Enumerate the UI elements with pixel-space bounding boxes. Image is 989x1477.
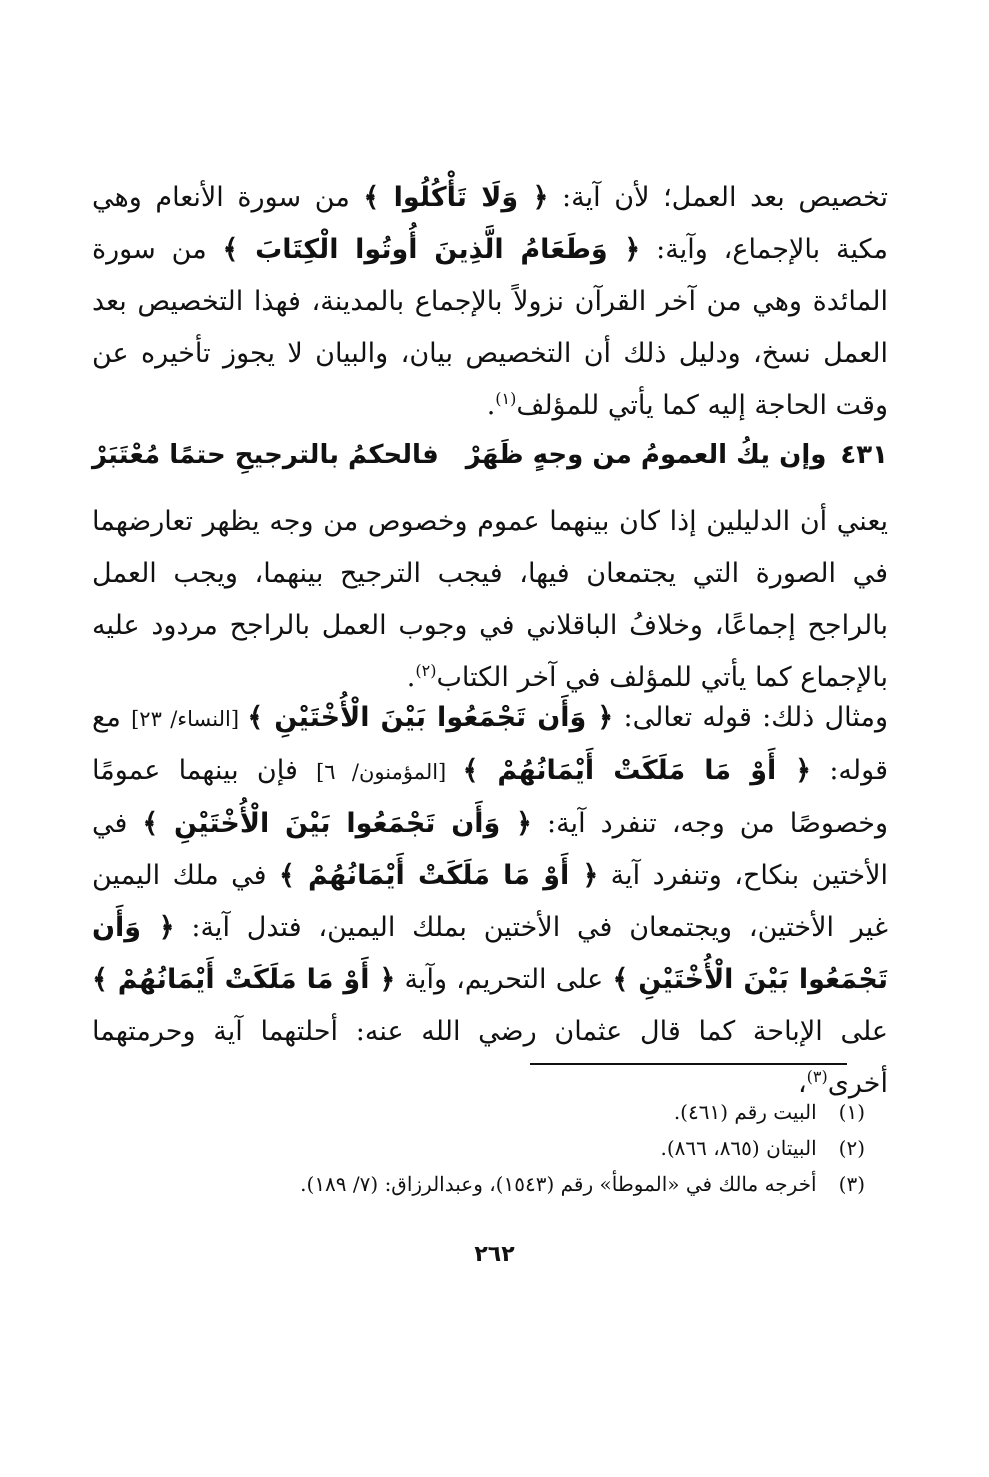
quran-quote: ﴿ وَطَعَامُ الَّذِينَ أُوتُوا الْكِتَابَ ﴾ (222, 234, 641, 265)
footnote-mark: (٢) (838, 1136, 865, 1160)
text-span: . (406, 662, 416, 693)
footnotes-list (92, 1094, 865, 1202)
quran-quote: ﴿ وَأَن تَجْمَعُوا بَيْنَ الْأُخْتَيْنِ ﴾ (247, 702, 614, 733)
text-span: تخصيص بعد العمل؛ لأن آية: (548, 182, 888, 213)
footnote-ref: (٢) (415, 661, 437, 680)
verse-hemistich-second: فالحكمُ بالترجيحِ حتمًا مُعْتَبَرْ (91, 440, 439, 470)
quran-quote: ﴿ وَأَن تَجْمَعُوا بَيْنَ الْأُخْتَيْنِ ﴾ (142, 808, 532, 839)
footnote-mark: (١) (838, 1100, 865, 1124)
text-span: على التحريم، وآية (395, 964, 613, 995)
text-span: . (486, 390, 496, 421)
quran-quote: ﴿ أَوْ مَا مَلَكَتْ أَيْمَانُهُمْ ﴾ (278, 860, 599, 891)
quran-quote: ﴿ وَأَن تَجْمَعُوا بَيْنَ الْأُخْتَيْنِ ﴾ (92, 912, 888, 995)
verse-line (92, 432, 888, 478)
footnote-ref: (١) (495, 389, 517, 408)
footnote-text: البيت رقم (٤٦١). (673, 1100, 817, 1124)
quran-reference: [النساء/ ٢٣] (131, 707, 248, 731)
paragraph-1 (92, 172, 888, 432)
footnote-mark: (٣) (838, 1172, 865, 1196)
text-span: فإن بينهما عمومًا وخصوصًا من وجه، تنفرد آية: (92, 755, 889, 839)
footnote-item (92, 1094, 865, 1130)
page-number: ٢٦٢ (474, 1242, 515, 1267)
text-span: ومثال ذلك: قوله تعالى: (613, 702, 888, 733)
paragraph-3 (92, 692, 888, 1110)
quran-quote: ﴿ وَلَا تَأْكُلُوا ﴾ (363, 182, 549, 213)
text-span: ، (797, 1068, 807, 1099)
footnote-text: البيتان (٨٦٥، ٨٦٦). (660, 1136, 817, 1160)
quran-quote: ﴿ أَوْ مَا مَلَكَتْ أَيْمَانُهُمْ ﴾ (92, 964, 396, 995)
footnote-item (92, 1130, 865, 1166)
text-span: على الإباحة كما قال عثمان رضي الله عنه: أحلتهما آية وحرمتهما أخرى (92, 1016, 888, 1099)
verse-hemistich-first: وإن يكُ العمومُ من وجهٍ ظَهَرْ (465, 440, 827, 470)
verse-number: ٤٣١ (840, 440, 888, 470)
text-span: في الأختين بنكاح، وتنفرد آية (92, 808, 889, 891)
footnote-ref: (٣) (806, 1067, 828, 1086)
text-span: من سورة المائدة وهي من آخر القرآن نزولاً بالإجماع بالمدينة، فهذا التخصيص بعد العمل نسخ، ودليل ذلك أن التخصيص بيان، والبيان لا يجوز تأخيره عن وقت الحاجة إليه كما يأتي للمؤلف (92, 234, 888, 421)
footnote-item (92, 1166, 865, 1202)
footnote-separator (530, 1063, 847, 1065)
quran-quote: ﴿ أَوْ مَا مَلَكَتْ أَيْمَانُهُمْ ﴾ (462, 755, 812, 786)
text-span: يعني أن الدليلين إذا كان بينهما عموم وخصوص من وجه يظهر تعارضهما في الصورة التي يجتمعان فيها، فيجب الترجيح بينهما، ويجب العمل بالراجح إجماعًا، وخلافُ الباقلاني في وجوب العمل بالراجح مردود عليه بالإجماع كما يأتي للمؤلف في آخر الكتاب (92, 506, 888, 693)
quran-reference: [المؤمنون/ ٦] (316, 760, 463, 784)
text-span: من سورة الأنعام وهي مكية بالإجماع، وآية: (92, 182, 888, 265)
text-span: مع قوله: (92, 702, 888, 786)
footnote-text: أخرجه مالك في «الموطأ» رقم (١٥٤٣)، وعبدالرزاق: (٧/ ١٨٩). (300, 1172, 817, 1196)
paragraph-2 (92, 496, 888, 704)
text-span: في ملك اليمين غير الأختين، ويجتمعان في الأختين بملك اليمين، فتدل آية: (92, 860, 888, 943)
